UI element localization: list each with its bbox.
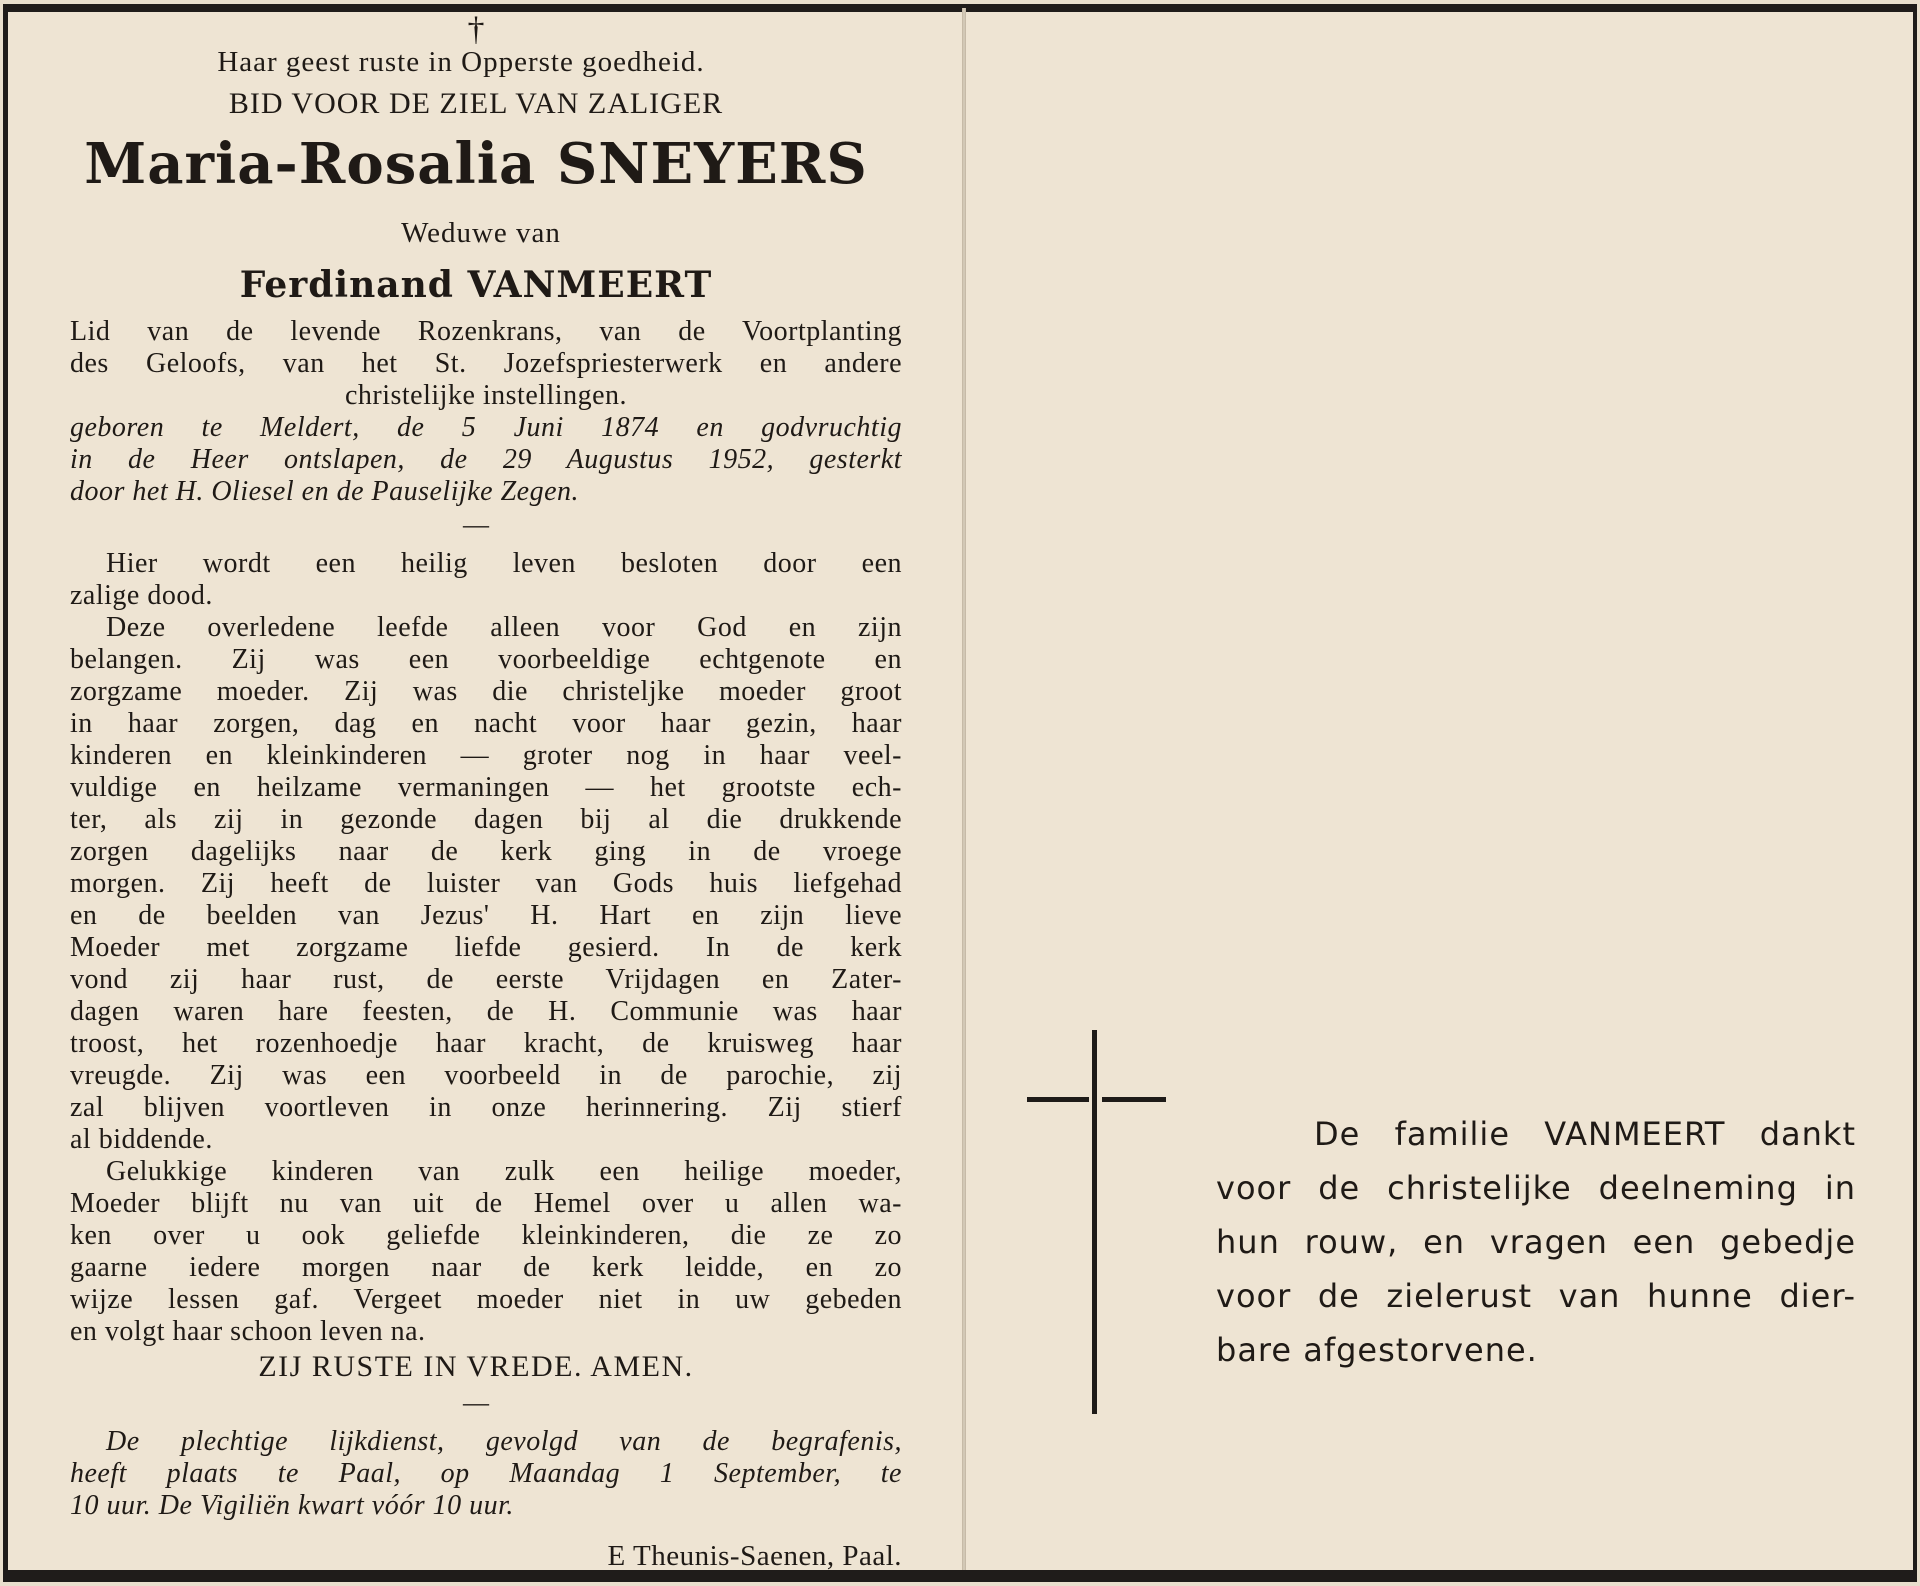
left-panel xyxy=(70,12,902,1573)
eulogy-line: Hier wordt een heilig leven besloten door een xyxy=(106,548,902,579)
large-cross-arm-left xyxy=(1027,1097,1089,1102)
eulogy-line: dagen waren hare feesten, de H. Communie was haar xyxy=(70,996,902,1027)
separator-dash: — xyxy=(463,510,489,539)
deceased-name: Maria-Rosalia SNEYERS xyxy=(84,131,868,197)
eulogy-line: in haar zorgen, dag en nacht voor haar gezin, haar xyxy=(70,708,902,739)
membership-line: christelijke instellingen. xyxy=(344,380,628,411)
thanks-line: bare afgestorvene. xyxy=(1216,1331,1538,1369)
eulogy-line: vreugde. Zij was een voorbeeld in de parochie, zij xyxy=(70,1060,902,1091)
thanks-line: hun rouw, en vragen een gebedje xyxy=(1216,1223,1856,1261)
eulogy-line: al biddende. xyxy=(70,1124,213,1155)
motto: Haar geest ruste in Opperste goedheid. xyxy=(217,46,705,78)
eulogy-line: ter, als zij in gezonde dagen bij al die drukkende xyxy=(70,804,902,835)
membership-line: des Geloofs, van het St. Jozefspriesterwerk en andere xyxy=(70,348,902,379)
funeral-line: 10 uur. De Vigiliën kwart vóór 10 uur. xyxy=(70,1490,514,1521)
thanks-line: voor de christelijke deelneming in xyxy=(1216,1169,1856,1207)
funeral-line: De plechtige lijkdienst, gevolgd van de begrafenis, xyxy=(106,1426,902,1457)
eulogy-line: Moeder met zorgzame liefde gesierd. In de kerk xyxy=(70,932,902,963)
widow-label: Weduwe van xyxy=(401,217,561,249)
funeral-line: heeft plaats te Paal, op Maandag 1 September, te xyxy=(70,1458,902,1489)
eulogy-line: troost, het rozenhoedje haar kracht, de kruisweg haar xyxy=(70,1028,902,1059)
birth-death-line: in de Heer ontslapen, de 29 Augustus 1952, gesterkt xyxy=(70,444,902,475)
eulogy-line: zorgzame moeder. Zij was die christeljke moeder groot xyxy=(70,676,902,707)
family-thanks xyxy=(1216,1107,1856,1377)
eulogy-block xyxy=(70,548,902,1348)
fold-line xyxy=(962,8,966,1570)
printer-credit: E Theunis-Saenen, Paal. xyxy=(607,1540,902,1572)
eulogy-line: en de beelden van Jezus' H. Hart en zijn lieve xyxy=(70,900,902,931)
eulogy-line: zorgen dagelijks naar de kerk ging in de vroege xyxy=(70,836,902,867)
eulogy-line: ken over u ook geliefde kleinkinderen, die ze zo xyxy=(70,1220,902,1251)
large-cross-arm-right xyxy=(1102,1097,1166,1102)
funeral-block xyxy=(70,1426,902,1522)
eulogy-line: Moeder blijft nu van uit de Hemel over u allen wa- xyxy=(70,1188,902,1219)
eulogy-line: belangen. Zij was een voorbeeldige echtgenote en xyxy=(70,644,902,675)
small-cross-icon: † xyxy=(467,11,485,48)
eulogy-line: Deze overledene leefde alleen voor God en zijn xyxy=(106,612,902,643)
membership-block xyxy=(70,316,902,412)
eulogy-line: zalige dood. xyxy=(70,580,213,611)
eulogy-line: kinderen en kleinkinderen — groter nog in haar veel- xyxy=(70,740,902,771)
eulogy-line: en volgt haar schoon leven na. xyxy=(70,1316,426,1347)
separator-dash: — xyxy=(463,1388,489,1417)
eulogy-line: vuldige en heilzame vermaningen — het grootste ech- xyxy=(70,772,902,803)
husband-name: Ferdinand VANMEERT xyxy=(239,264,713,306)
large-cross-icon xyxy=(1092,1030,1097,1414)
eulogy-line: wijze lessen gaf. Vergeet moeder niet in uw gebeden xyxy=(70,1284,902,1315)
membership-line: Lid van de levende Rozenkrans, van de Voortplanting xyxy=(70,316,902,347)
eulogy-line: Gelukkige kinderen van zulk een heilige moeder, xyxy=(106,1156,902,1187)
thanks-line: voor de zielerust van hunne dier- xyxy=(1216,1277,1856,1315)
eulogy-line: morgen. Zij heeft de luister van Gods huis liefgehad xyxy=(70,868,902,899)
birth-death-block xyxy=(70,412,902,508)
eulogy-line: zal blijven voortleven in onze herinnering. Zij stierf xyxy=(70,1092,902,1123)
eulogy-line: gaarne iedere morgen naar de kerk leidde, en zo xyxy=(70,1252,902,1283)
eulogy-line: vond zij haar rust, de eerste Vrijdagen en Zater- xyxy=(70,964,902,995)
birth-death-line: door het H. Oliesel en de Pauselijke Zegen. xyxy=(70,476,580,507)
closing-prayer: ZIJ RUSTE IN VREDE. AMEN. xyxy=(258,1350,694,1383)
prayer-request: BID VOOR DE ZIEL VAN ZALIGER xyxy=(228,87,724,120)
birth-death-line: geboren te Meldert, de 5 Juni 1874 en godvruchtig xyxy=(70,412,902,443)
thanks-line: De familie VANMEERT dankt xyxy=(1314,1115,1856,1153)
